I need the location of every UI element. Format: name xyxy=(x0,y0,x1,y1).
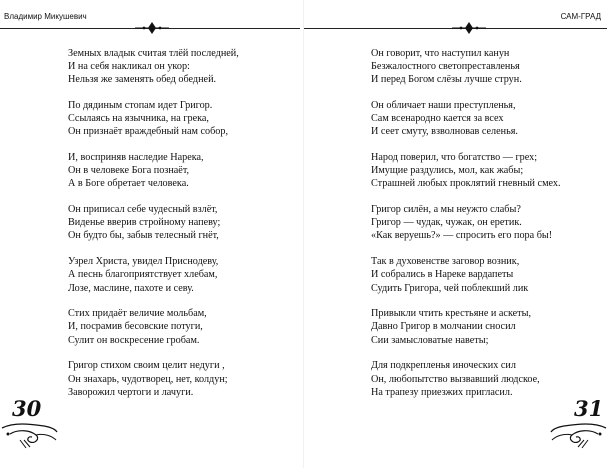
left-page xyxy=(0,0,303,468)
stanza xyxy=(68,359,298,398)
verse-line: Лозе, маслине, пахоте и севу. xyxy=(68,282,194,294)
stanza xyxy=(371,151,603,190)
verse-line: Григор стихом своим целит недуги , xyxy=(68,360,225,372)
diamond-ornament-icon xyxy=(452,22,486,34)
verse-line: Он в человеке Бога познаёт, xyxy=(68,165,190,177)
stanza xyxy=(371,307,603,346)
verse-line: Он, любопытство вызвавший людское, xyxy=(371,373,540,385)
page-number: 30 xyxy=(12,396,42,421)
verse-line: Нельзя же заменять обед обедней. xyxy=(68,74,217,86)
verse-line: А в Боге обретает человека. xyxy=(68,178,189,190)
stanza xyxy=(371,203,603,242)
verse-line: «Как веруешь?» — спросить его пора бы! xyxy=(371,230,553,242)
stanza xyxy=(371,255,603,294)
verse-line: Стих придаёт величие мольбам, xyxy=(68,308,207,320)
verse-line: По дядиным стопам идет Григор. xyxy=(68,100,213,112)
verse-line: Давно Григор в молчании сносил xyxy=(371,321,516,333)
running-head-author: Владимир Микушевич xyxy=(4,12,87,21)
page-number: 31 xyxy=(574,396,604,421)
verse-line: И собрались в Нареке вардапеты xyxy=(371,269,514,281)
stanza xyxy=(68,47,298,86)
verse-line: Сам всенародно кается за всех xyxy=(371,113,504,125)
verse-line: Заворожил чертоги и лачуги. xyxy=(68,386,194,398)
stanza xyxy=(68,99,298,138)
verse-line: Виденье вверив стройному напеву; xyxy=(68,217,221,229)
verse-line: Григор силён, а мы неужто слабы? xyxy=(371,204,521,216)
stanza xyxy=(371,47,603,86)
verse-line: И, восприняв наследие Нарека, xyxy=(68,152,204,164)
poem-text xyxy=(68,47,298,412)
verse-line: И сеет смуту, взволновав селенья. xyxy=(371,126,518,138)
verse-line: Привыкли чтить крестьяне и аскеты, xyxy=(371,308,532,320)
stanza xyxy=(68,255,298,294)
verse-line: Для подкрепленья иноческих сил xyxy=(371,360,516,372)
stanza xyxy=(371,99,603,138)
verse-line: Имущие раздулись, мол, как жабы; xyxy=(371,165,524,177)
verse-line: Он признаёт враждебный нам собор, xyxy=(68,126,229,138)
verse-line: Сулит он воскресение гробам. xyxy=(68,334,200,346)
running-head-title: САМ-ГРАД xyxy=(560,12,601,21)
stanza xyxy=(371,359,603,398)
verse-line: А песнь благоприятствует хлебам, xyxy=(68,269,218,281)
verse-line: На трапезу приезжих пригласил. xyxy=(371,386,513,398)
verse-line: Земных владык считая тлёй последней, xyxy=(68,48,239,59)
stanza xyxy=(68,307,298,346)
verse-line: Он приписал себе чудесный взлёт, xyxy=(68,204,218,216)
poem-text xyxy=(371,47,603,412)
flourish-ornament-icon xyxy=(550,420,607,450)
diamond-ornament-icon xyxy=(135,22,169,34)
verse-line: Сии замысловатые наветы; xyxy=(371,334,489,346)
verse-line: И на себя накликал он укор: xyxy=(68,61,190,73)
verse-line: Узрел Христа, увидел Приснодеву, xyxy=(68,256,219,268)
stanza xyxy=(68,203,298,242)
verse-line: Судить Григора, чей поблекший лик xyxy=(371,282,529,294)
verse-line: Страшней любых проклятий гневный смех. xyxy=(371,178,561,190)
verse-line: И перед Богом слёзы лучше струн. xyxy=(371,74,522,86)
verse-line: Безжалостного светопреставленья xyxy=(371,61,520,73)
verse-line: Он знахарь, чудотворец, нет, колдун; xyxy=(68,373,228,385)
verse-line: Так в духовенстве заговор возник, xyxy=(371,256,520,268)
stanza xyxy=(68,151,298,190)
verse-line: Ссылаясь на язычника, на грека, xyxy=(68,113,209,125)
verse-line: Он будто бы, забыв телесный гнёт, xyxy=(68,230,219,242)
verse-line: И, посрамив бесовские потуги, xyxy=(68,321,203,333)
verse-line: Народ поверил, что богатство — грех; xyxy=(371,152,538,164)
flourish-ornament-icon xyxy=(0,420,58,450)
verse-line: Григор — чудак, чужак, он еретик. xyxy=(371,217,522,229)
verse-line: Он говорит, что наступил канун xyxy=(371,48,510,59)
verse-line: Он обличает наши преступленья, xyxy=(371,100,516,112)
right-page xyxy=(304,0,607,468)
